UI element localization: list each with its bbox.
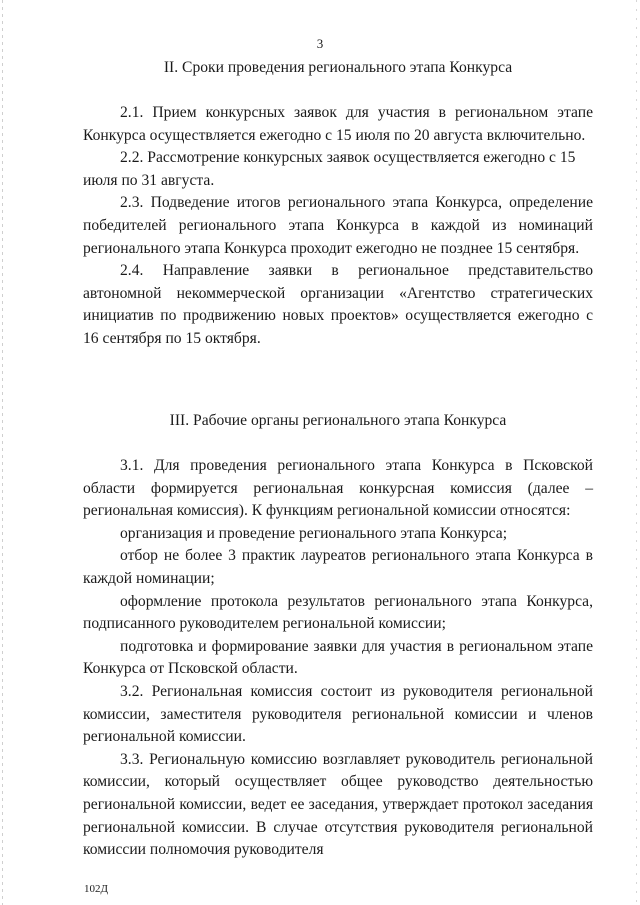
list-item-application: подготовка и формирование заявки для участия в региональном этапе Конкурса от Псковской области. <box>83 637 593 678</box>
section-2-heading: II. Сроки проведения регионального этапа Конкурса <box>163 59 513 76</box>
paragraph-2-2: 2.2. Рассмотрение конкурсных заявок осуществляется ежегодно с 15 июля по 31 августа. <box>83 149 576 189</box>
section-3-heading: III. Рабочие органы регионального этапа Конкурса <box>169 412 507 429</box>
section-3-body <box>83 455 593 862</box>
scan-edge-right <box>636 0 637 905</box>
paragraph-3-3: 3.3. Региональную комиссию возглавляет руководитель региональной комиссии, который осуществляет общее руководство деятельностью региональной комиссии, ведет ее заседания, утверждает протокол заседания региональной комиссии. В случае отсутствия руководителя региональной комиссии полномочия руководителя <box>83 750 593 859</box>
scan-edge-left <box>2 0 3 905</box>
paragraph-3-1: 3.1. Для проведения регионального этапа Конкурса в Псковской области формируется региональная конкурсная комиссия (далее – региональная комиссия). К функциям региональной комиссии относятся: <box>83 457 593 520</box>
footer-code: 102Д <box>84 883 109 895</box>
paragraph-2-4: 2.4. Направление заявки в региональное представительство автономной некоммерческой организации «Агентство стратегических инициатив по продвижению новых проектов» осуществляется ежегодно с 16 сентября по 15 октября. <box>83 262 593 347</box>
list-item-protocol: оформление протокола результатов регионального этапа Конкурса, подписанного руководителем региональной комиссии; <box>83 592 593 633</box>
list-item-selection: отбор не более 3 практик лауреатов регионального этапа Конкурса в каждой номинации; <box>83 547 593 587</box>
paragraph-3-2: 3.2. Региональная комиссия состоит из руководителя региональной комиссии, заместителя руководителя региональной комиссии и членов региональной комиссии. <box>83 682 593 746</box>
section-2-body <box>83 102 593 351</box>
page-number: 3 <box>316 36 324 51</box>
list-item-organization: организация и проведение регионального этапа Конкурса; <box>120 524 508 542</box>
paragraph-2-1: 2.1. Прием конкурсных заявок для участия в региональном этапе Конкурса осуществляется ежегодно с 15 июля по 20 августа включительно. <box>83 104 593 144</box>
paragraph-2-3: 2.3. Подведение итогов регионального этапа Конкурса, определение победителей регионального этапа Конкурса в каждой из номинаций регионального этапа Конкурса проходит ежегодно не позднее 15 сентября. <box>83 194 593 257</box>
